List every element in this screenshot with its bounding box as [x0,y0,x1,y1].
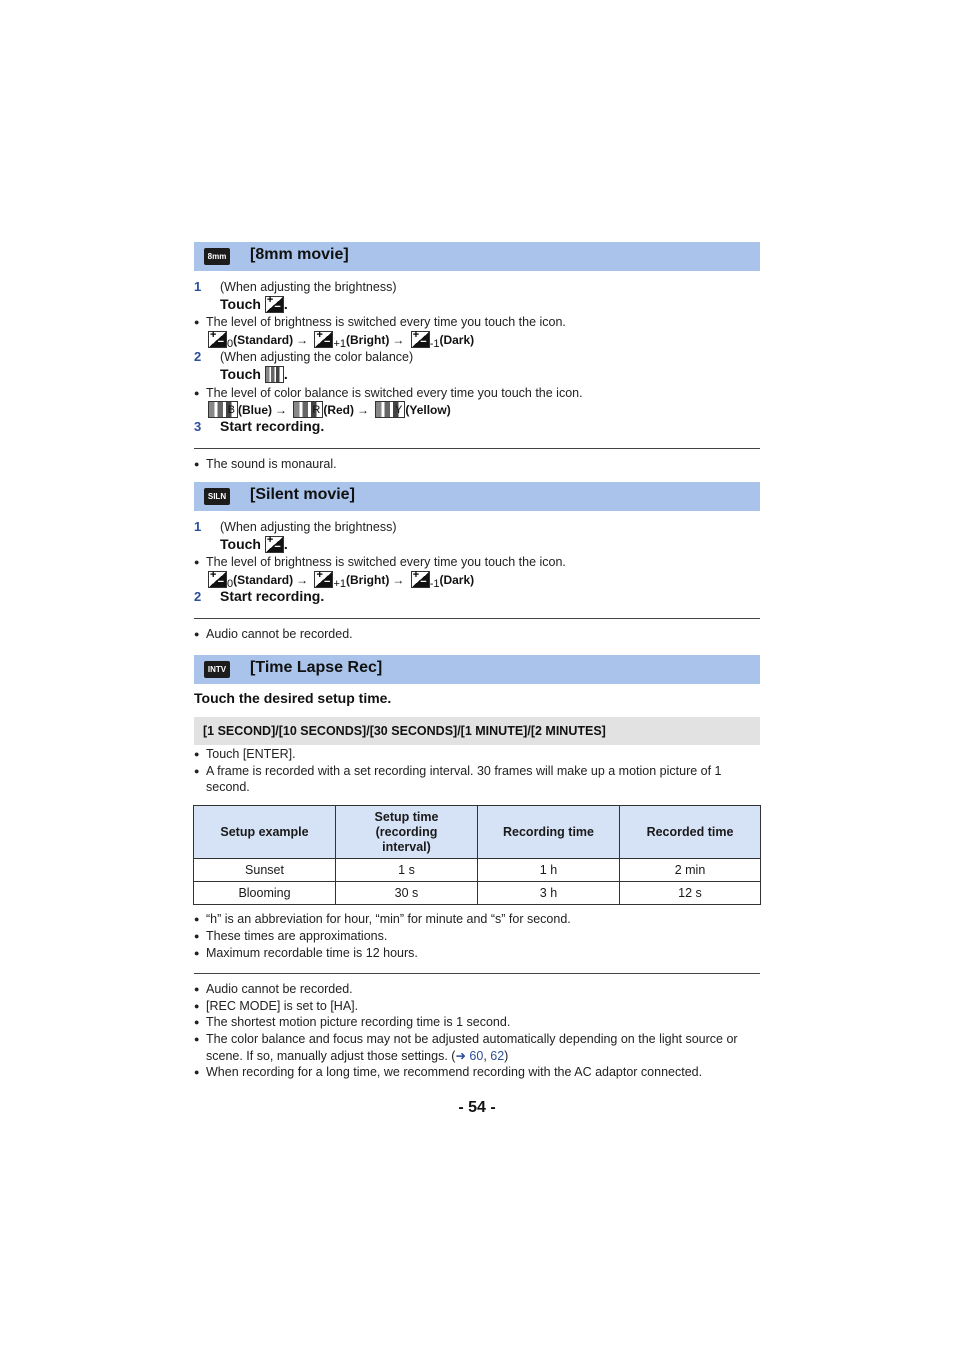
column-header: Setup time (recording interval) [336,806,478,859]
table-header-row [194,806,761,859]
touch-label: Touch [220,296,261,312]
silent-mode-icon: SILN [204,488,230,505]
note-item: ● Audio cannot be recorded. [194,982,353,996]
section-header-timelapse [194,655,760,684]
note-item: ● These times are approximations. [194,929,388,943]
note-item-continuation: scene. If so, manually adjust those settings. (➜ 60, 62) [206,1049,509,1063]
brightness-icon: + − [411,331,430,348]
note-item: ● The color balance and focus may not be adjusted automatically depending on the light source or [194,1032,738,1046]
brightness-sequence: + − 0(Standard) → + − +1(Bright) → + − -1(Dark) [210,569,475,590]
step-instruction: Touch + − . [220,534,288,553]
step-number: 1 [194,279,202,294]
step-subtitle: (When adjusting the brightness) [220,280,397,294]
step-instruction: Touch + − . [220,294,288,313]
setup-options-bar [194,717,760,745]
column-header: Setup example [194,806,336,859]
list-item: ● Touch [ENTER]. [194,747,296,761]
note-item: ● Audio cannot be recorded. [194,627,353,641]
section-header-8mm [194,242,760,271]
color-blue-icon: B [208,401,238,418]
divider [194,973,760,974]
list-item: ● The level of brightness is switched every time you touch the icon. [194,555,566,569]
table-row [194,882,761,905]
table-cell: Sunset [194,859,336,882]
page-ref-arrow-icon: ➜ [455,1049,466,1063]
column-header: Recording time [478,806,620,859]
brightness-icon: + − [265,296,284,313]
brightness-icon: + − [265,536,284,553]
page-number: - 54 - [458,1099,496,1116]
list-item: ● The level of color balance is switched every time you touch the icon. [194,386,583,400]
setup-example-table [193,805,761,905]
step-subtitle: (When adjusting the brightness) [220,520,397,534]
interval-mode-icon: INTV [204,661,230,678]
brightness-icon: + − [314,571,333,588]
page-link-60[interactable]: 60 [469,1049,484,1063]
note-item: ● When recording for a long time, we recommend recording with the AC adaptor connected. [194,1065,703,1079]
note-item: ● [REC MODE] is set to [HA]. [194,999,359,1013]
section-title: [Silent movie] [250,486,355,503]
table-cell: 30 s [336,882,478,905]
section-title: [8mm movie] [250,246,349,263]
step-instruction: Touch . [220,366,288,382]
color-balance-icon [265,366,284,383]
note-item: ● The shortest motion picture recording time is 1 second. [194,1015,511,1029]
brightness-icon: + − [208,331,227,348]
table-cell: 3 h [478,882,620,905]
note-item: ● “h” is an abbreviation for hour, “min” for minute and “s” for second. [194,912,571,926]
instruction-text: Touch the desired setup time. [194,690,392,706]
page-link-62[interactable]: 62 [490,1049,505,1063]
table-cell: 2 min [620,859,761,882]
step-number: 2 [194,589,202,604]
column-header: Recorded time [620,806,761,859]
setup-options: [1 SECOND]/[10 SECONDS]/[30 SECONDS]/[1 MINUTE]/[2 MINUTES] [203,724,606,738]
section-title: [Time Lapse Rec] [250,659,383,676]
step-subtitle: (When adjusting the color balance) [220,350,414,364]
step-instruction: Start recording. [220,588,325,604]
table-cell: 12 s [620,882,761,905]
section-header-silent [194,482,760,511]
touch-label: Touch [220,536,261,552]
note-item: ● Maximum recordable time is 12 hours. [194,946,418,960]
list-item-continuation: second. [206,780,250,794]
table-row [194,859,761,882]
divider [194,448,760,449]
list-item: ● A frame is recorded with a set recording interval. 30 frames will make up a motion picture of 1 [194,764,722,778]
color-yellow-icon: Y [375,401,405,418]
brightness-icon: + − [411,571,430,588]
brightness-icon: + − [208,571,227,588]
color-red-icon: R [293,401,323,418]
note-item: ● The sound is monaural. [194,457,337,471]
brightness-icon: + − [314,331,333,348]
brightness-sequence: + − 0(Standard) → + − +1(Bright) → + − -1(Dark) [210,329,475,350]
touch-label: Touch [220,366,261,382]
step-number: 1 [194,519,202,534]
step-instruction: Start recording. [220,418,325,434]
table-cell: Blooming [194,882,336,905]
table-cell: 1 s [336,859,478,882]
color-sequence: B (Blue) → R (Red) → Y (Yellow) [208,401,451,418]
8mm-mode-icon: 8mm [204,248,230,265]
table-cell: 1 h [478,859,620,882]
list-item: ● The level of brightness is switched every time you touch the icon. [194,315,566,329]
step-number: 3 [194,419,202,434]
divider [194,618,760,619]
step-number: 2 [194,349,202,364]
